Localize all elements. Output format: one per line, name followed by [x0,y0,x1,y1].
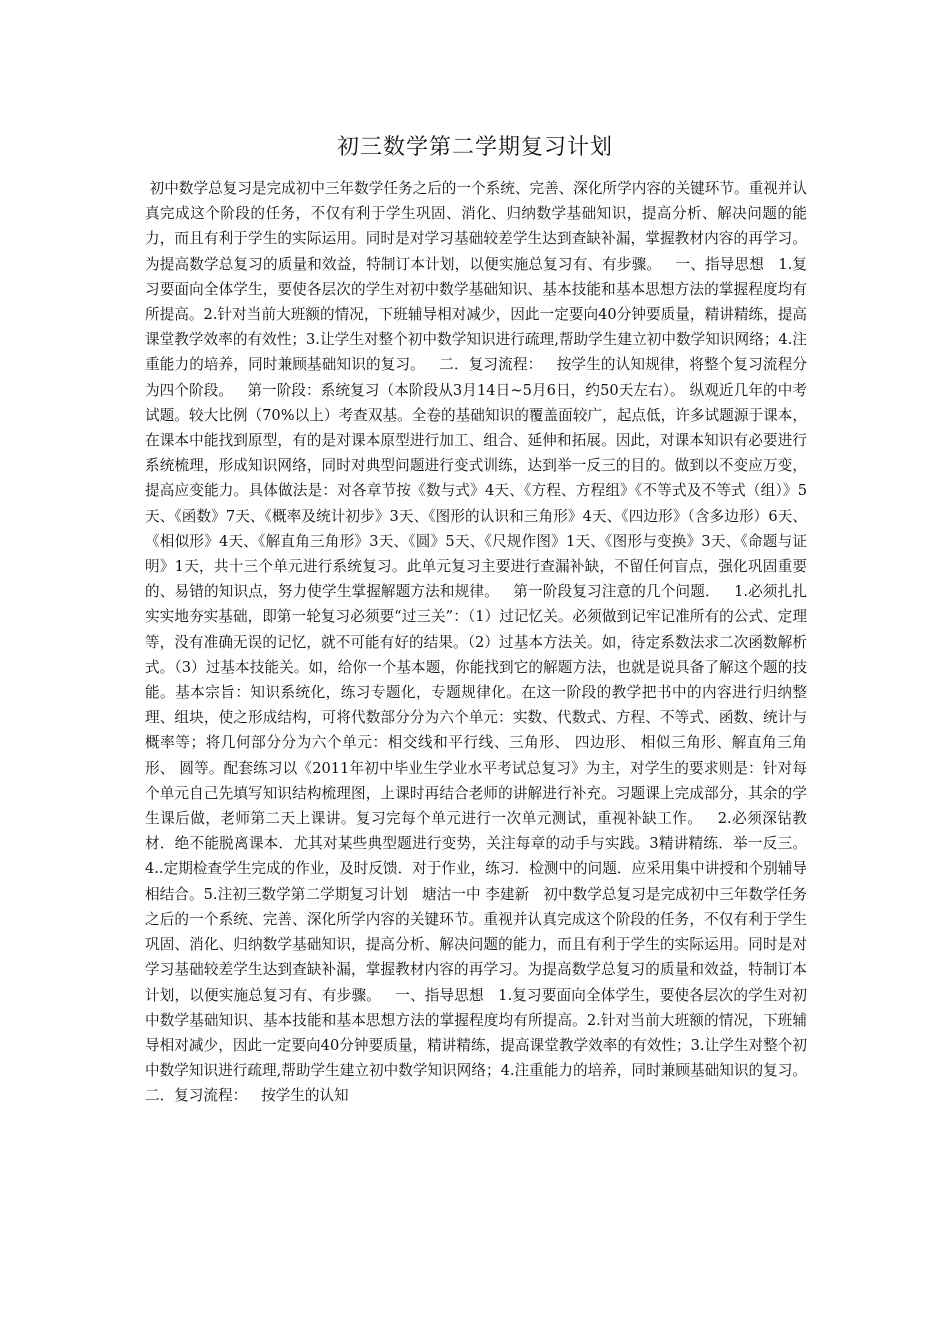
document-body: 初中数学总复习是完成初中三年数学任务之后的一个系统、完善、深化所学内容的关键环节。重视并认真完成这个阶段的任务，不仅有利于学生巩固、消化、归纳数学基础知识，提高分析、解决问题的能力，而且有利于学生的实际运用。同时是对学习基础较差学生达到查缺补漏，掌握教材内容的再学习。为提高数学总复习的质量和效益，特制订本计划，以便实施总复习有、有步骤。 一、指导思想 1.复习要面向全体学生，要使各层次的学生对初中数学基础知识、基本技能和基本思想方法的掌握程度均有所提高。2.针对当前大班额的情况，下班辅导相对减少，因此一定要向40分钟要质量，精讲精练，提高课堂教学效率的有效性；3.让学生对整个初中数学知识进行疏理,帮助学生建立初中数学知识网络；4.注重能力的培养，同时兼顾基础知识的复习。 二．复习流程： 按学生的认知规律，将整个复习流程分为四个阶段。 第一阶段：系统复习（本阶段从3月14日~5月6日，约50天左右）。 纵观近几年的中考试题。较大比例（70%以上）考查双基。全卷的基础知识的覆盖面较广，起点低，许多试题源于课本，在课本中能找到原型，有的是对课本原型进行加工、组合、延伸和拓展。因此，对课本知识有必要进行系统梳理，形成知识网络，同时对典型问题进行变式训练，达到举一反三的目的。做到以不变应万变，提高应变能力。具体做法是：对各章节按《数与式》4天、《方程、方程组》《不等式及不等式（组）》5天、《函数》7天、《概率及统计初步》3天、《图形的认识和三角形》4天、《四边形》（含多边形）6天、《相似形》4天、《解直角三角形》3天、《圆》5天、《尺规作图》1天、《图形与变换》3天、《命题与证明》1天，共十三个单元进行系统复习。此单元复习主要进行查漏补缺，不留任何盲点，强化巩固重要的、易错的知识点，努力使学生掌握解题方法和规律。 第一阶段复习注意的几个问题． 1.必须扎扎实实地夯实基础，即第一轮复习必须要“过三关”：（1）过记忆关。必须做到记牢记准所有的公式、定理等，没有准确无误的记忆，就不可能有好的结果。（2）过基本方法关。如，待定系数法求二次函数解析式。（3）过基本技能关。如，给你一个基本题，你能找到它的解题方法，也就是说具备了解这个题的技能。基本宗旨：知识系统化，练习专题化，专题规律化。在这一阶段的教学把书中的内容进行归纳整理、组块，使之形成结构，可将代数部分分为六个单元：实数、代数式、方程、不等式、函数、统计与概率等；将几何部分分为六个单元：相交线和平行线、三角形、 四边形、 相似三角形、解直角三角形、 圆等。配套练习以《2011年初中毕业生学业水平考试总复习》为主，对学生的要求则是：针对每个单元自己先填写知识结构梳理图，上课时再结合老师的讲解进行补充。习题课上完成部分，其余的学生课后做，老师第二天上课讲。复习完每个单元进行一次单元测试，重视补缺工作。 2.必须深钻教材．绝不能脱离课本．尤其对某些典型题进行变势，关注每章的动手与实践。3精讲精练．举一反三。4..定期检查学生完成的作业，及时反馈．对于作业，练习．检测中的问题．应采用集中讲授和个别辅导相结合。5.注初三数学第二学期复习计划 塘沽一中 李建新 初中数学总复习是完成初中三年数学任务之后的一个系统、完善、深化所学内容的关键环节。重视并认真完成这个阶段的任务，不仅有利于学生巩固、消化、归纳数学基础知识，提高分析、解决问题的能力，而且有利于学生的实际运用。同时是对学习基础较差学生达到查缺补漏，掌握教材内容的再学习。为提高数学总复习的质量和效益，特制订本计划，以便实施总复习有、有步骤。 一、指导思想 1.复习要面向全体学生，要使各层次的学生对初中数学基础知识、基本技能和基本思想方法的掌握程度均有所提高。2.针对当前大班额的情况，下班辅导相对减少，因此一定要向40分钟要质量，精讲精练，提高课堂教学效率的有效性；3.让学生对整个初中数学知识进行疏理,帮助学生建立初中数学知识网络；4.注重能力的培养，同时兼顾基础知识的复习。 二．复习流程： 按学生的认知 [145,180,821,1105]
document-title: 初三数学第二学期复习计划 [336,135,613,160]
